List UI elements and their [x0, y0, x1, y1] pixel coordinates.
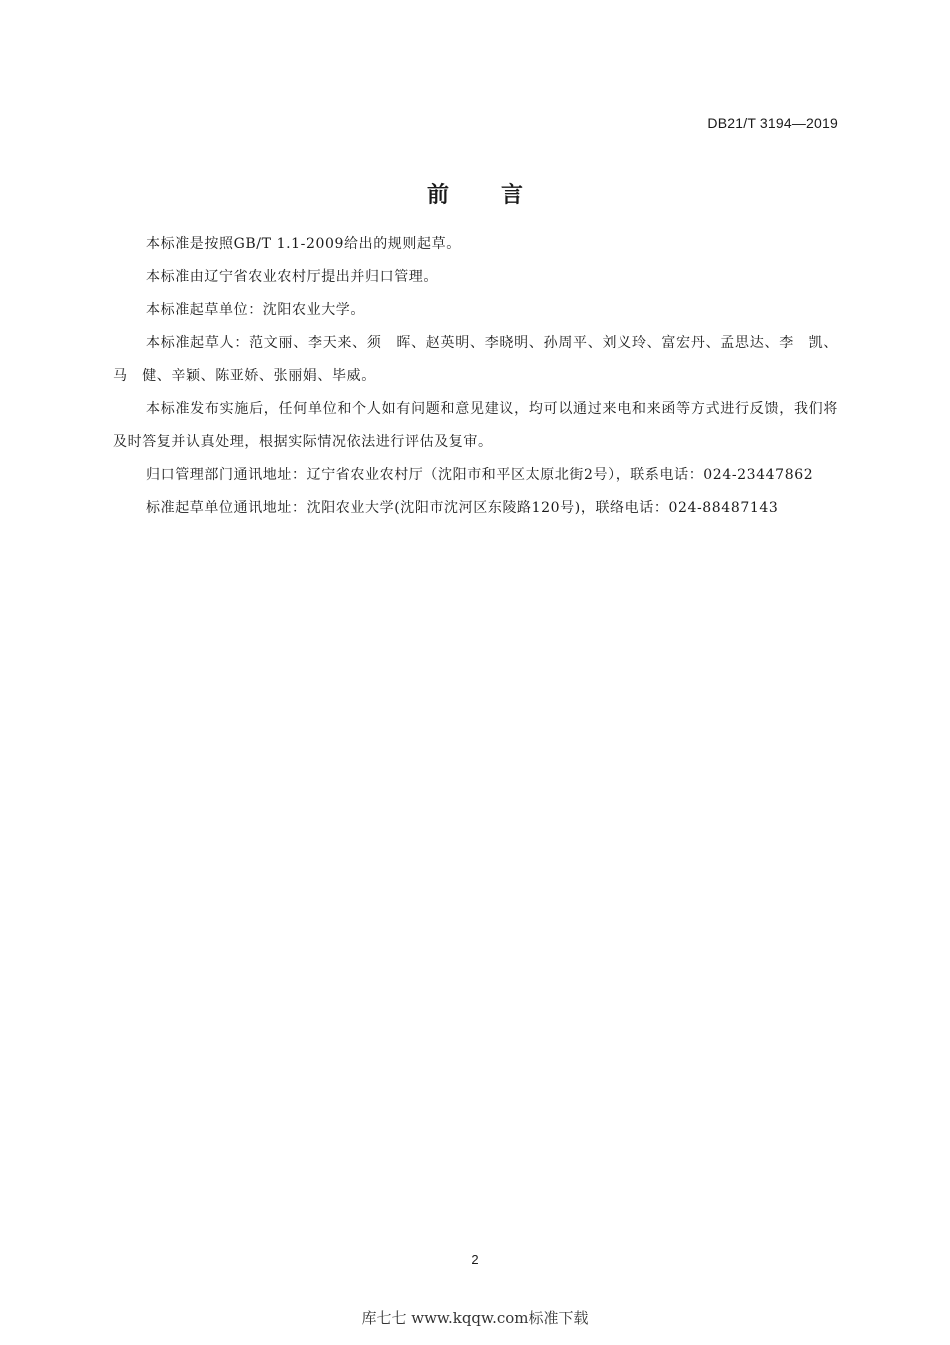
page-number: 2: [471, 1252, 479, 1267]
paragraph-drafting-unit: 本标准起草单位：沈阳农业大学。: [146, 302, 365, 318]
preface-body: [113, 228, 838, 525]
paragraph-feedback: 本标准发布实施后，任何单位和个人如有问题和意见建议，均可以通过来电和来函等方式进行反馈，我们将及时答复并认真处理，根据实际情况依法进行评估及复审。: [113, 401, 838, 450]
paragraph-drafting-unit-address: 标准起草单位通讯地址：沈阳农业大学(沈阳市沈河区东陵路120号)，联络电话：024-88487143: [146, 500, 779, 516]
paragraph-proposer: 本标准由辽宁省农业农村厅提出并归口管理。: [146, 269, 438, 285]
footer-watermark: 库七七 www.kqqw.com标准下载: [361, 1309, 589, 1327]
paragraph-drafters: 本标准起草人：范文丽、李天来、须 晖、赵英明、李晓明、孙周平、刘义玲、富宏丹、孟思达、李 凯、马 健、辛颖、陈亚娇、张丽娟、毕威。: [113, 335, 838, 384]
page-title: 前言: [426, 183, 575, 208]
paragraph-authority-address: 归口管理部门通讯地址：辽宁省农业农村厅（沈阳市和平区太原北街2号），联系电话：024-23447862: [146, 467, 814, 483]
paragraph-drafting-rules: 本标准是按照GB/T 1.1-2009给出的规则起草。: [146, 236, 461, 252]
document-code: DB21/T 3194—2019: [707, 115, 838, 131]
